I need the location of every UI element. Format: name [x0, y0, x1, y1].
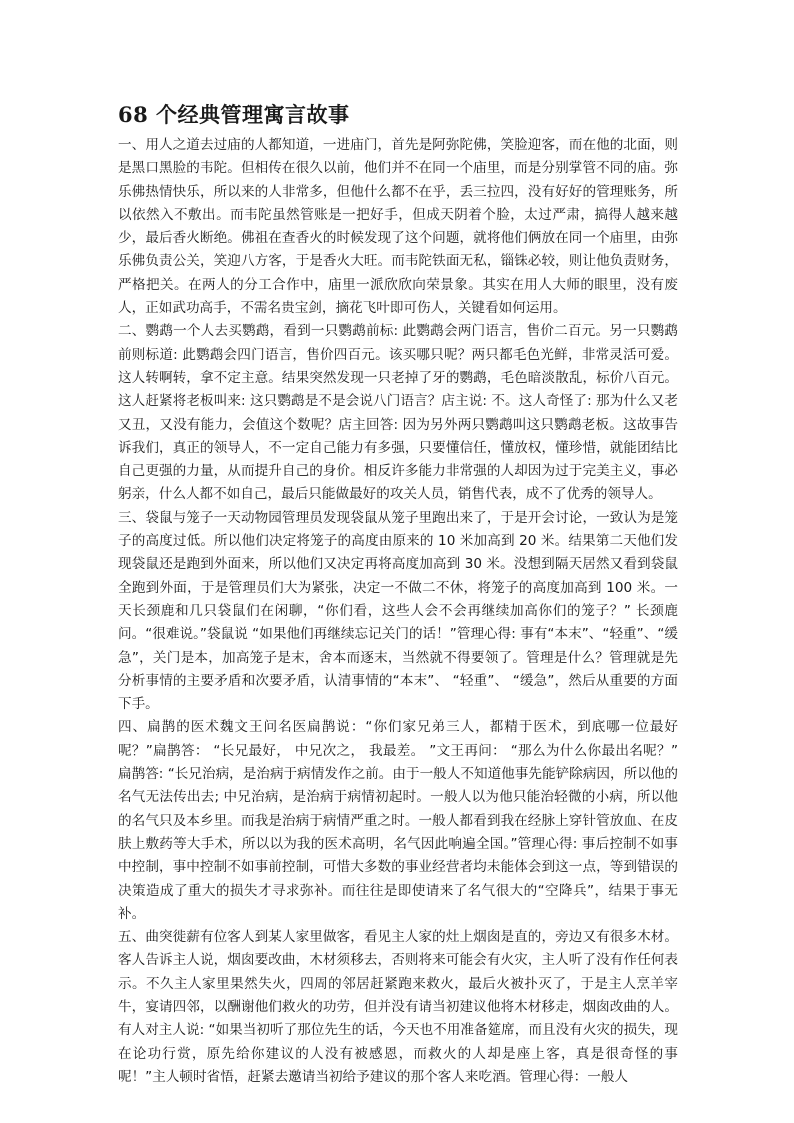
story-paragraph-5: 五、曲突徙薪有位客人到某人家里做客，看见主人家的灶上烟囱是直的，旁边又有很多木材。客人告诉主人说，烟囱要改曲，木材须移去，否则将来可能会有火灾，主人听了没有作任何表示。不久主人家里果然失火，四周的邻居赶紧跑来救火，最后火被扑灭了，于是主人烹羊宰牛，宴请四邻，以酬谢他们救火的功劳，但并没有请当初建议他将木材移走，烟囱改曲的人。有人对主人说: “如果当初听了那位先生的话，今天也不用准备筵席，而且没有火灾的损失，现在论功行赏，原先给你建议的人没有被感恩，而救火的人却是座上客，真是很奇怪的事呢！”主人顿时省悟，赶紧去邀请当初给予建议的那个客人来吃酒。管理心得：一般人	[118, 929, 678, 1085]
document-page	[118, 100, 678, 1089]
story-paragraph-2: 二、鹦鹉一个人去买鹦鹉，看到一只鹦鹉前标: 此鹦鹉会两门语言，售价二百元。另一只鹦鹉前则标道: 此鹦鹉会四门语言，售价四百元。该买哪只呢？两只都毛色光鲜，非常灵活可爱。这人转啊转，拿不定主意。结果突然发现一只老掉了牙的鹦鹉，毛色暗淡散乱，标价八百元。这人赶紧将老板叫来: 这只鹦鹉是不是会说八门语言？店主说: 不。这人奇怪了: 那为什么又老又丑，又没有能力，会值这个数呢？店主回答: 因为另外两只鹦鹉叫这只鹦鹉老板。这故事告诉我们，真正的领导人，不一定自己能力有多强，只要懂信任，懂放权，懂珍惜，就能团结比自己更强的力量，从而提升自己的身价。相反许多能力非常强的人却因为过于完美主义，事必躬亲，什么人都不如自己，最后只能做最好的攻关人员，销售代表，成不了优秀的领导人。	[118, 323, 678, 503]
story-paragraph-4: 四、扁鹊的医术魏文王问名医扁鹊说：“你们家兄弟三人，都精于医术，到底哪一位最好呢？”扁鹊答： “长兄最好， 中兄次之， 我最差。 ”文王再问： “那么为什么你最出名呢？” 扁鹊答: “长兄治病，是治病于病情发作之前。由于一般人不知道他事先能铲除病因，所以他的名气无法传出去; 中兄治病，是治病于病情初起时。一般人以为他只能治轻微的小病，所以他的名气只及本乡里。而我是治病于病情严重之时。一般人都看到我在经脉上穿针管放血、在皮肤上敷药等大手术，所以以为我的医术高明，名气因此响遍全国。”管理心得: 事后控制不如事中控制，事中控制不如事前控制，可惜大多数的事业经营者均未能体会到这一点，等到错误的决策造成了重大的损失才寻求弥补。而往往是即使请来了名气很大的“空降兵”，结果于事无补。	[118, 719, 678, 922]
story-paragraph-1: 一、用人之道去过庙的人都知道，一进庙门，首先是阿弥陀佛，笑脸迎客，而在他的北面，则是黑口黑脸的韦陀。但相传在很久以前，他们并不在同一个庙里，而是分别掌管不同的庙。弥乐佛热情快乐，所以来的人非常多，但他什么都不在乎，丢三拉四，没有好好的管理账务，所以依然入不敷出。而韦陀虽然管账是一把好手，但成天阴着个脸，太过严肃，搞得人越来越少，最后香火断绝。佛祖在查香火的时候发现了这个问题，就将他们俩放在同一个庙里，由弥乐佛负责公关，笑迎八方客，于是香火大旺。而韦陀铁面无私，锱铢必较，则让他负责财务，严格把关。在两人的分工合作中，庙里一派欣欣向荣景象。其实在用人大师的眼里，没有废人，正如武功高手，不需名贵宝剑，摘花飞叶即可伤人，关键看如何运用。	[118, 137, 678, 317]
story-paragraph-3: 三、袋鼠与笼子一天动物园管理员发现袋鼠从笼子里跑出来了，于是开会讨论，一致认为是笼子的高度过低。所以他们决定将笼子的高度由原来的 10 米加高到 20 米。结果第二天他们发现袋鼠还是跑到外面来，所以他们又决定再将高度加高到 30 米。没想到隔天居然又看到袋鼠全跑到外面，于是管理员们大为紧张，决定一不做二不休，将笼子的高度加高到 100 米。一天长颈鹿和几只袋鼠们在闲聊，“你们看，这些人会不会再继续加高你们的笼子？” 长颈鹿问。“很难说。”袋鼠说 “如果他们再继续忘记关门的话！”管理心得: 事有“本末”、“轻重”、“缓急”，关门是本，加高笼子是末，舍本而逐末，当然就不得要领了。管理是什么？管理就是先分析事情的主要矛盾和次要矛盾，认清事情的“本末”、 “轻重”、 “缓急”，然后从重要的方面下手。	[118, 509, 678, 713]
page-title: 68 个经典管理寓言故事	[118, 102, 350, 127]
